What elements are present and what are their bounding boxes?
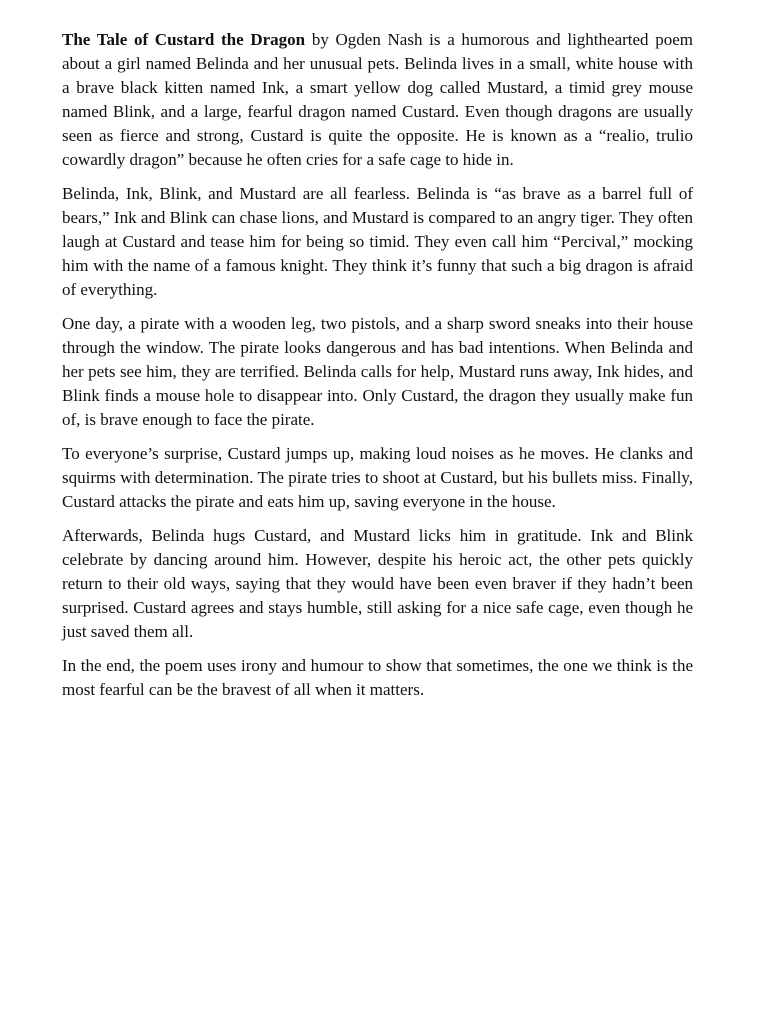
paragraph-3: One day, a pirate with a wooden leg, two pistols, and a sharp sword sneaks into their house through the window. The pirate looks dangerous and has bad intentions. When Belinda and her pets see him, they are terrified. Belinda calls for help, Mustard runs away, Ink hides, and Blink finds a mouse hole to disappear into. Only Custard, the dragon they usually make fun of, is brave enough to face the pirate. — [62, 314, 693, 429]
paragraph-4: To everyone’s surprise, Custard jumps up, making loud noises as he moves. He clanks and squirms with determination. The pirate tries to shoot at Custard, but his bullets miss. Finally, Custard attacks the pirate and eats him up, saving everyone in the house. — [62, 444, 693, 511]
paragraph-intro — [62, 28, 693, 172]
document-body — [62, 28, 693, 712]
paragraph-5: Afterwards, Belinda hugs Custard, and Mustard licks him in gratitude. Ink and Blink celebrate by dancing around him. However, despite his heroic act, the other pets quickly return to their old ways, saying that they would have been even braver if they hadn’t been surprised. Custard agrees and stays humble, still asking for a nice safe cage, even though he just saved them all. — [62, 526, 693, 641]
paragraph-6: In the end, the poem uses irony and humour to show that sometimes, the one we think is the most fearful can be the bravest of all when it matters. — [62, 656, 693, 699]
poem-title: The Tale of Custard the Dragon — [62, 30, 306, 49]
paragraph-text: by Ogden Nash is a humorous and lighthearted poem about a girl named Belinda and her unusual pets. Belinda lives in a small, white house with a brave black kitten named Ink, a smart yellow dog called Mustard, a timid grey mouse named Blink, and a large, fearful dragon named Custard. Even though dragons are usually seen as fierce and strong, Custard is quite the opposite. He is known as a “realio, trulio cowardly dragon” because he often cries for a safe cage to hide in. — [62, 30, 693, 169]
paragraph-2: Belinda, Ink, Blink, and Mustard are all fearless. Belinda is “as brave as a barrel full of bears,” Ink and Blink can chase lions, and Mustard is compared to an angry tiger. They often laugh at Custard and tease him for being so timid. They even call him “Percival,” mocking him with the name of a famous knight. They think it’s funny that such a big dragon is afraid of everything. — [62, 184, 693, 299]
